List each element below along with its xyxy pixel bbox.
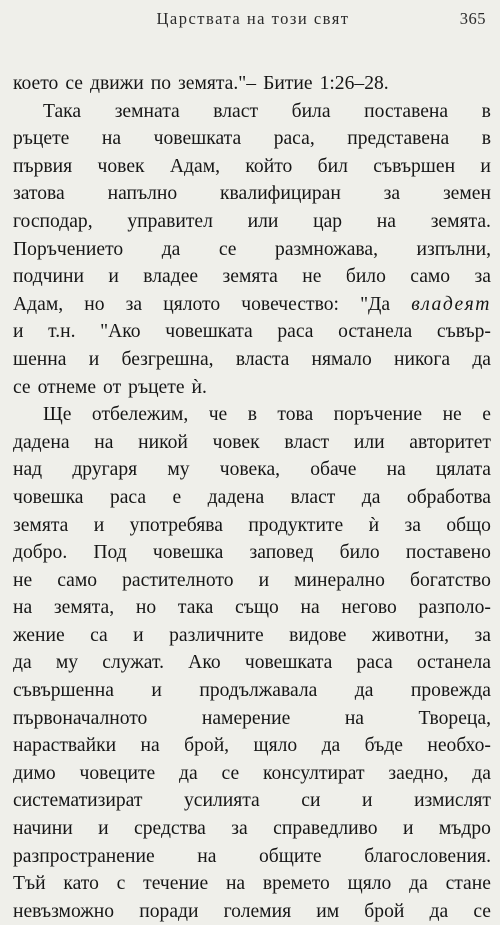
word: авторитет <box>409 431 491 453</box>
word: човешката <box>153 128 242 150</box>
word: който <box>245 155 293 177</box>
word: Под <box>93 542 127 564</box>
text-line <box>13 125 491 153</box>
word: не <box>302 266 322 288</box>
word: и <box>362 790 373 812</box>
text-line <box>13 236 491 264</box>
word: поставена <box>364 100 449 122</box>
word: да <box>354 680 374 702</box>
word: но <box>84 293 105 315</box>
word: така <box>177 597 214 619</box>
word: да <box>429 900 449 922</box>
text-line <box>13 539 491 567</box>
word: човеците <box>79 762 156 784</box>
word: мъдро <box>438 818 491 840</box>
word: земната <box>114 100 180 122</box>
word: или <box>247 210 279 232</box>
word: 1:26–28. <box>319 73 389 94</box>
text-line <box>13 98 491 126</box>
text-line <box>13 484 491 512</box>
text-line <box>13 843 491 871</box>
body-text <box>13 70 491 925</box>
text-line <box>13 760 491 788</box>
word: останела <box>338 321 413 343</box>
word: на <box>376 210 396 232</box>
word: земята, <box>53 597 115 619</box>
word: благословения. <box>364 845 491 867</box>
word: за <box>474 624 491 646</box>
word: дадена <box>207 486 265 508</box>
word: власт <box>213 100 259 122</box>
word: му <box>167 459 190 481</box>
word: човешката <box>165 321 253 343</box>
word: минерално <box>294 569 385 591</box>
text-line <box>13 677 491 705</box>
word: и <box>151 680 162 702</box>
word: само <box>410 266 451 288</box>
word: земен <box>442 183 491 205</box>
word: бъде <box>364 735 403 757</box>
word: богатство <box>409 569 491 591</box>
word: бил <box>317 155 348 177</box>
word: Адам, <box>169 155 221 177</box>
text-line <box>13 622 491 650</box>
text-line <box>13 705 491 733</box>
word: поръчение <box>333 404 423 426</box>
word: цар <box>313 210 343 232</box>
word: общо <box>446 514 491 536</box>
word: владее <box>143 266 199 288</box>
text-line <box>13 649 491 677</box>
word: да <box>13 652 32 674</box>
word: се <box>65 73 83 94</box>
word: заповед <box>249 542 314 564</box>
word: но <box>135 597 157 619</box>
word: останела <box>416 652 491 674</box>
word: човешката <box>244 652 333 674</box>
word: големия <box>223 900 292 922</box>
word: като <box>63 873 99 895</box>
word: и <box>480 155 491 177</box>
word: отнеме <box>37 376 97 398</box>
word: квалифициран <box>220 183 341 205</box>
word: което <box>13 73 59 94</box>
word: човешка <box>152 542 224 564</box>
word: човека, <box>219 459 281 481</box>
word: Адам, <box>13 293 64 315</box>
word: човешка <box>13 486 84 508</box>
word: и <box>93 514 105 536</box>
word: съвър- <box>436 321 491 343</box>
word: усилията <box>183 790 260 812</box>
word: отбележим, <box>91 404 189 426</box>
word: измислят <box>414 790 491 812</box>
word: раса <box>109 486 147 508</box>
text-line <box>13 346 491 374</box>
word: видове <box>289 624 347 646</box>
word: в <box>481 100 491 122</box>
text-line <box>13 732 491 760</box>
word: над <box>13 459 43 481</box>
word: на <box>140 735 160 757</box>
page-header-title: Царствата на този свят <box>156 9 350 28</box>
word: съвършен <box>373 155 456 177</box>
word: да <box>361 486 381 508</box>
word: и <box>108 266 119 288</box>
word: първоначалното <box>13 707 148 729</box>
word: и <box>402 818 414 840</box>
word: само <box>57 569 98 591</box>
word: да <box>179 762 198 784</box>
word: служат. <box>102 652 164 674</box>
word: да <box>472 762 491 784</box>
text-line <box>13 401 491 429</box>
word: земята <box>222 266 278 288</box>
text-line <box>13 263 491 291</box>
word: безгрешна, <box>121 348 214 370</box>
word: владеят <box>411 293 491 315</box>
text-line <box>13 787 491 815</box>
word: от <box>103 376 122 398</box>
word: власт <box>290 486 336 508</box>
word: нараствайки <box>13 735 117 757</box>
word: подчини <box>13 266 84 288</box>
word: власт <box>284 431 330 453</box>
word: животни, <box>371 624 450 646</box>
word: Така <box>43 100 82 122</box>
word: на <box>386 459 406 481</box>
word: господар, <box>13 210 93 232</box>
word: продължавала <box>199 680 318 702</box>
word: раса <box>277 321 314 343</box>
word: "Ако <box>100 321 141 343</box>
word: цялата <box>435 459 491 481</box>
word: в <box>247 404 257 426</box>
word: консултират <box>263 762 365 784</box>
word: поставено <box>405 542 491 564</box>
word: за <box>383 183 401 205</box>
word: управител <box>127 210 213 232</box>
word: разполо- <box>418 597 491 619</box>
word: земята."– <box>178 73 257 94</box>
text-line <box>13 291 491 319</box>
word: Поръчението <box>13 238 124 260</box>
word: разпространение <box>13 845 155 867</box>
word: т.н. <box>48 321 76 343</box>
word: или <box>353 431 385 453</box>
word: изпълни, <box>416 238 491 260</box>
word: да <box>321 735 341 757</box>
word: брой <box>364 900 405 922</box>
word: напълно <box>107 183 178 205</box>
word: си <box>301 790 321 812</box>
text-line <box>13 318 491 346</box>
word: представена <box>347 128 450 150</box>
word: ръцете <box>13 128 70 150</box>
word: им <box>316 900 340 922</box>
word: да <box>472 348 491 370</box>
word: жение <box>13 624 65 646</box>
word: човек <box>97 155 145 177</box>
word: растителното <box>122 569 234 591</box>
word: различните <box>169 624 264 646</box>
word: "Да <box>360 293 391 315</box>
word: размножава, <box>275 238 378 260</box>
word: на <box>101 128 122 150</box>
word: в <box>481 128 491 150</box>
text-line <box>13 456 491 484</box>
word: течение <box>143 873 209 895</box>
text-line <box>13 429 491 457</box>
word: ѝ. <box>191 376 207 398</box>
word: че <box>208 404 228 426</box>
text-line <box>13 815 491 843</box>
word: не <box>13 569 33 591</box>
word: употребява <box>129 514 223 536</box>
word: обаче <box>310 459 357 481</box>
word: раса <box>356 652 393 674</box>
word: властa <box>235 348 290 370</box>
word: никога <box>394 348 451 370</box>
word: щяло <box>253 735 298 757</box>
word: невъзможно <box>13 900 115 922</box>
word: на <box>344 707 364 729</box>
word: стане <box>445 873 491 895</box>
word: за <box>474 266 491 288</box>
word: Твореца, <box>418 707 491 729</box>
word: справедливо <box>273 818 378 840</box>
word: щяло <box>347 873 392 895</box>
word: и <box>13 321 24 343</box>
word: са <box>90 624 108 646</box>
word: нямало <box>311 348 372 370</box>
word: никой <box>138 431 188 453</box>
word: необхо- <box>427 735 491 757</box>
word: била <box>291 100 331 122</box>
text-line <box>13 208 491 236</box>
word: намерение <box>201 707 291 729</box>
word: ѝ <box>368 514 380 536</box>
word: с <box>116 873 126 895</box>
text-line <box>13 898 491 925</box>
word: брой, <box>184 735 230 757</box>
word: ръцете <box>128 376 185 398</box>
word: не <box>442 404 462 426</box>
text-line <box>13 70 491 98</box>
text-line <box>13 870 491 898</box>
word: за <box>404 514 421 536</box>
word: е <box>482 404 491 426</box>
word: затова <box>13 183 65 205</box>
word: продуктите <box>248 514 344 536</box>
page-number: 365 <box>459 9 486 28</box>
text-line <box>13 153 491 181</box>
word: на <box>225 873 246 895</box>
word: било <box>345 266 386 288</box>
word: заедно, <box>388 762 449 784</box>
word: и <box>98 818 109 840</box>
word: Битие <box>263 73 313 94</box>
word: другаря <box>72 459 138 481</box>
text-line <box>13 567 491 595</box>
word: да <box>409 873 428 895</box>
word: на <box>94 431 114 453</box>
word: човек <box>212 431 260 453</box>
word: по <box>150 73 172 94</box>
word: първия <box>13 155 73 177</box>
word: обработва <box>406 486 491 508</box>
word: се <box>473 900 491 922</box>
word: Ще <box>43 404 72 426</box>
word: за <box>125 293 143 315</box>
word: средства <box>134 818 206 840</box>
word: на <box>13 597 33 619</box>
word: се <box>218 238 237 260</box>
text-line <box>13 512 491 540</box>
word: димо <box>13 762 56 784</box>
word: и <box>88 348 100 370</box>
word: Ако <box>188 652 221 674</box>
word: шенна <box>13 348 67 370</box>
word: провежда <box>410 680 491 702</box>
word: цялото <box>163 293 221 315</box>
text-line <box>13 180 491 208</box>
word: било <box>339 542 380 564</box>
word: начини <box>13 818 73 840</box>
word: съвършенна <box>13 680 114 702</box>
word: систематизират <box>13 790 143 812</box>
word: се <box>13 376 31 398</box>
running-header <box>20 8 486 30</box>
word: се <box>221 762 240 784</box>
word: дадена <box>13 431 70 453</box>
text-line <box>13 594 491 622</box>
word: общите <box>259 845 322 867</box>
word: раса, <box>273 128 315 150</box>
word: е <box>172 486 182 508</box>
word: негово <box>341 597 397 619</box>
word: Тъй <box>13 873 46 895</box>
word: да <box>161 238 181 260</box>
word: за <box>231 818 248 840</box>
word: добро. <box>13 542 68 564</box>
word: на <box>197 845 217 867</box>
word: човечество: <box>241 293 339 315</box>
word: и <box>258 569 270 591</box>
word: земята. <box>430 210 491 232</box>
word: движи <box>90 73 144 94</box>
text-line <box>13 374 491 402</box>
word: му <box>55 652 79 674</box>
word: земята <box>13 514 69 536</box>
word: на <box>300 597 320 619</box>
word: времето <box>262 873 330 895</box>
word: това <box>277 404 314 426</box>
word: и <box>133 624 144 646</box>
word: поради <box>139 900 199 922</box>
word: също <box>235 597 279 619</box>
